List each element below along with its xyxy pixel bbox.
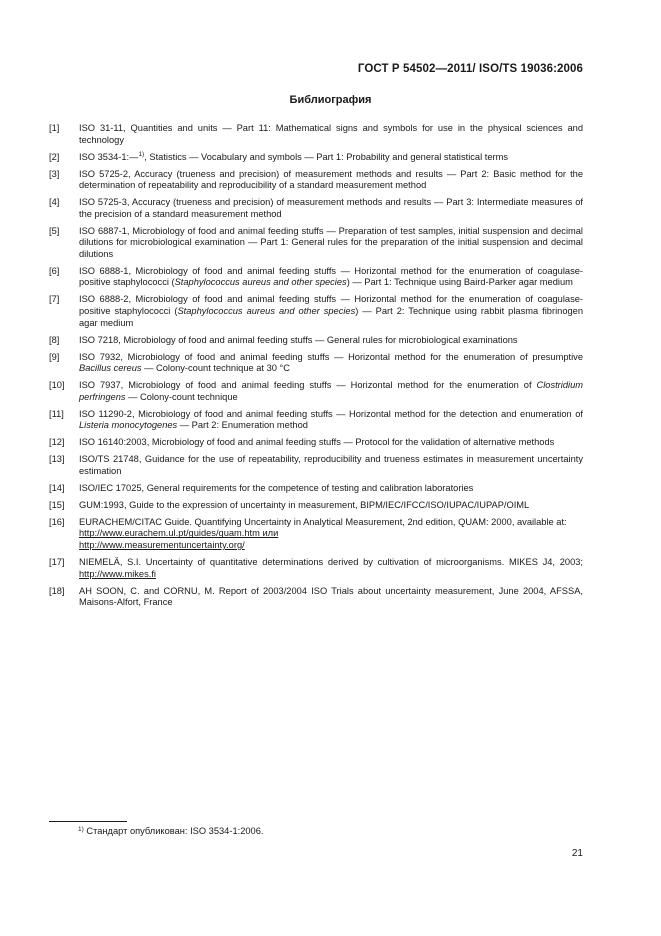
reference-item [49,437,583,449]
reference-item [49,454,583,477]
species-name: Listeria monocytogenes [79,420,178,431]
reference-number: [6] [49,265,60,276]
footnote-marker: 1) [138,150,145,158]
reference-item [49,152,583,164]
reference-number: [7] [49,294,60,305]
reference-text: ISO 3534-1:—$^{1)}$, Statistics — Vocabulary and symbols — Part 1: Probability and general statistical terms [79,150,508,162]
reference-number: [2] [49,151,60,162]
document-code-header: ГОСТ Р 54502—2011/ ISO/TS 19036:2006 [357,63,583,75]
reference-number: [11] [49,408,64,419]
reference-text: ISO 6888-1, Microbiology of food and animal feeding stuffs — Horizontal method for the enumeration of coagulase-positive staphylococci (Staphylococcus aureus and other species) — Part 1: Technique using Baird-Parker agar medium [79,265,583,288]
page-number: 21 [571,848,583,859]
reference-text: ISO 7937, Microbiology of food and animal feeding stuffs — Horizontal method for the enumeration of Clostridium perfringens — Colony-count technique [79,380,583,402]
footnote [78,826,263,836]
reference-item [49,517,583,552]
reference-text: ISO 6888-2, Microbiology of food and animal feeding stuffs — Horizontal method for the enumeration of coagulase-positive staphylococci (Staphylococcus aureus and other species) — Part 2: Technique using rabbit plasma fibrinogen agar medium [79,294,583,328]
eurachem-guide-link[interactable]: http://www.eurachem.ul.pt/guides/quam.htm [79,528,260,539]
reference-item [49,500,583,512]
species-name: Staphylococcus aureus and other species [174,277,347,288]
reference-item [49,169,583,192]
footnote-marker: 1) [78,826,84,833]
reference-text: EURACHEM/CITAC Guide. Quantifying Uncertainty in Analytical Measurement, 2nd edition, QUAM: 2000, available at: http://www.eurachem.ul.pt/guides/quam.htm или http://www.measurementuncertainty.org/ [79,517,583,552]
reference-number: [16] [49,516,65,527]
reference-number: [8] [49,334,60,345]
reference-item [49,335,583,347]
reference-text: GUM:1993, Guide to the expression of uncertainty in measurement, BIPM/IEC/IFCC/ISO/IUPAC/IUPAP/OIML [79,499,530,510]
reference-item [49,557,583,580]
reference-number: [14] [49,482,65,493]
reference-item [49,352,583,375]
reference-text: ISO 11290-2, Microbiology of food and animal feeding stuffs — Horizontal method for the detection and enumeration of Listeria monocytogenes — Part 2: Enumeration method [79,408,583,431]
reference-item [49,294,583,329]
reference-text: AH SOON, C. and CORNU, M. Report of 2003/2004 ISO Trials about uncertainty measurement, June 2004, AFSSA, Maisons-Alfort, France [79,585,583,608]
bibliography-title: Библиография [289,94,372,106]
measurement-uncertainty-link[interactable]: http://www.measurementuncertainty.org/ [79,540,245,551]
reference-number: [13] [49,454,65,465]
reference-number: [9] [49,351,60,362]
reference-item [49,266,583,289]
reference-item [49,123,583,146]
reference-text: ISO 16140:2003, Microbiology of food and animal feeding stuffs — Protocol for the validation of alternative methods [79,437,555,448]
reference-number: [4] [49,197,60,208]
footnote-divider [49,821,127,822]
reference-text: ISO 6887-1, Microbiology of food and animal feeding stuffs — Preparation of test samples, initial suspension and decimal dilutions for microbiological examination — Part 1: General rules for the preparation of the initial suspension and decimal dilutions [79,225,583,259]
reference-number: [15] [49,499,65,510]
species-name: Staphylococcus aureus and other species [177,306,356,317]
reference-text: ISO 7932, Microbiology of food and animal feeding stuffs — Horizontal method for the enumeration of presumptive Bacillus cereus — Colony-count technique at 30 °C [79,351,583,374]
reference-number: [10] [49,380,65,391]
reference-number: [1] [49,123,60,133]
reference-text: ISO 5725-3, Accuracy (trueness and precision) of measurement methods and results — Part 3: Intermediate measures of the precision of a standard measurement method [79,197,583,219]
reference-item [49,586,583,609]
reference-text: NIEMELÄ, S.I. Uncertainty of quantitative determinations derived by cultivation of microorganisms. MIKES J4, 2003; http://www.mikes.fi [79,557,583,579]
reference-text: ISO/IEC 17025, General requirements for the competence of testing and calibration laboratories [79,482,474,493]
mikes-link[interactable]: http://www.mikes.fi [79,568,156,579]
reference-item [49,197,583,220]
reference-text: ISO/TS 21748, Guidance for the use of repeatability, reproducibility and trueness estimates in measurement uncertainty estimation [79,454,583,476]
reference-text: ISO 5725-2, Accuracy (trueness and precision) of measurement methods and results — Part 2: Basic method for the determination of repeatability and reproducibility of a standard measurement method [79,168,583,191]
reference-number: [5] [49,225,60,236]
reference-number: [3] [49,168,60,179]
bibliography-list [49,123,583,614]
reference-text: ISO 31-11, Quantities and units — Part 11: Mathematical signs and symbols for use in the physical sciences and technology [79,123,583,145]
reference-number: [17] [49,557,65,568]
reference-item [49,409,583,432]
footnote-text: Стандарт опубликован: ISO 3534-1:2006. [83,826,264,836]
reference-number: [12] [49,437,65,448]
reference-number: [18] [49,585,65,596]
reference-text: ISO 7218, Microbiology of food and animal feeding stuffs — General rules for microbiological examinations [79,334,518,345]
reference-item [49,380,583,403]
species-name: Bacillus cereus [79,363,142,374]
species-name: Clostridium perfringens [79,380,583,402]
reference-item [49,483,583,495]
reference-item [49,226,583,261]
